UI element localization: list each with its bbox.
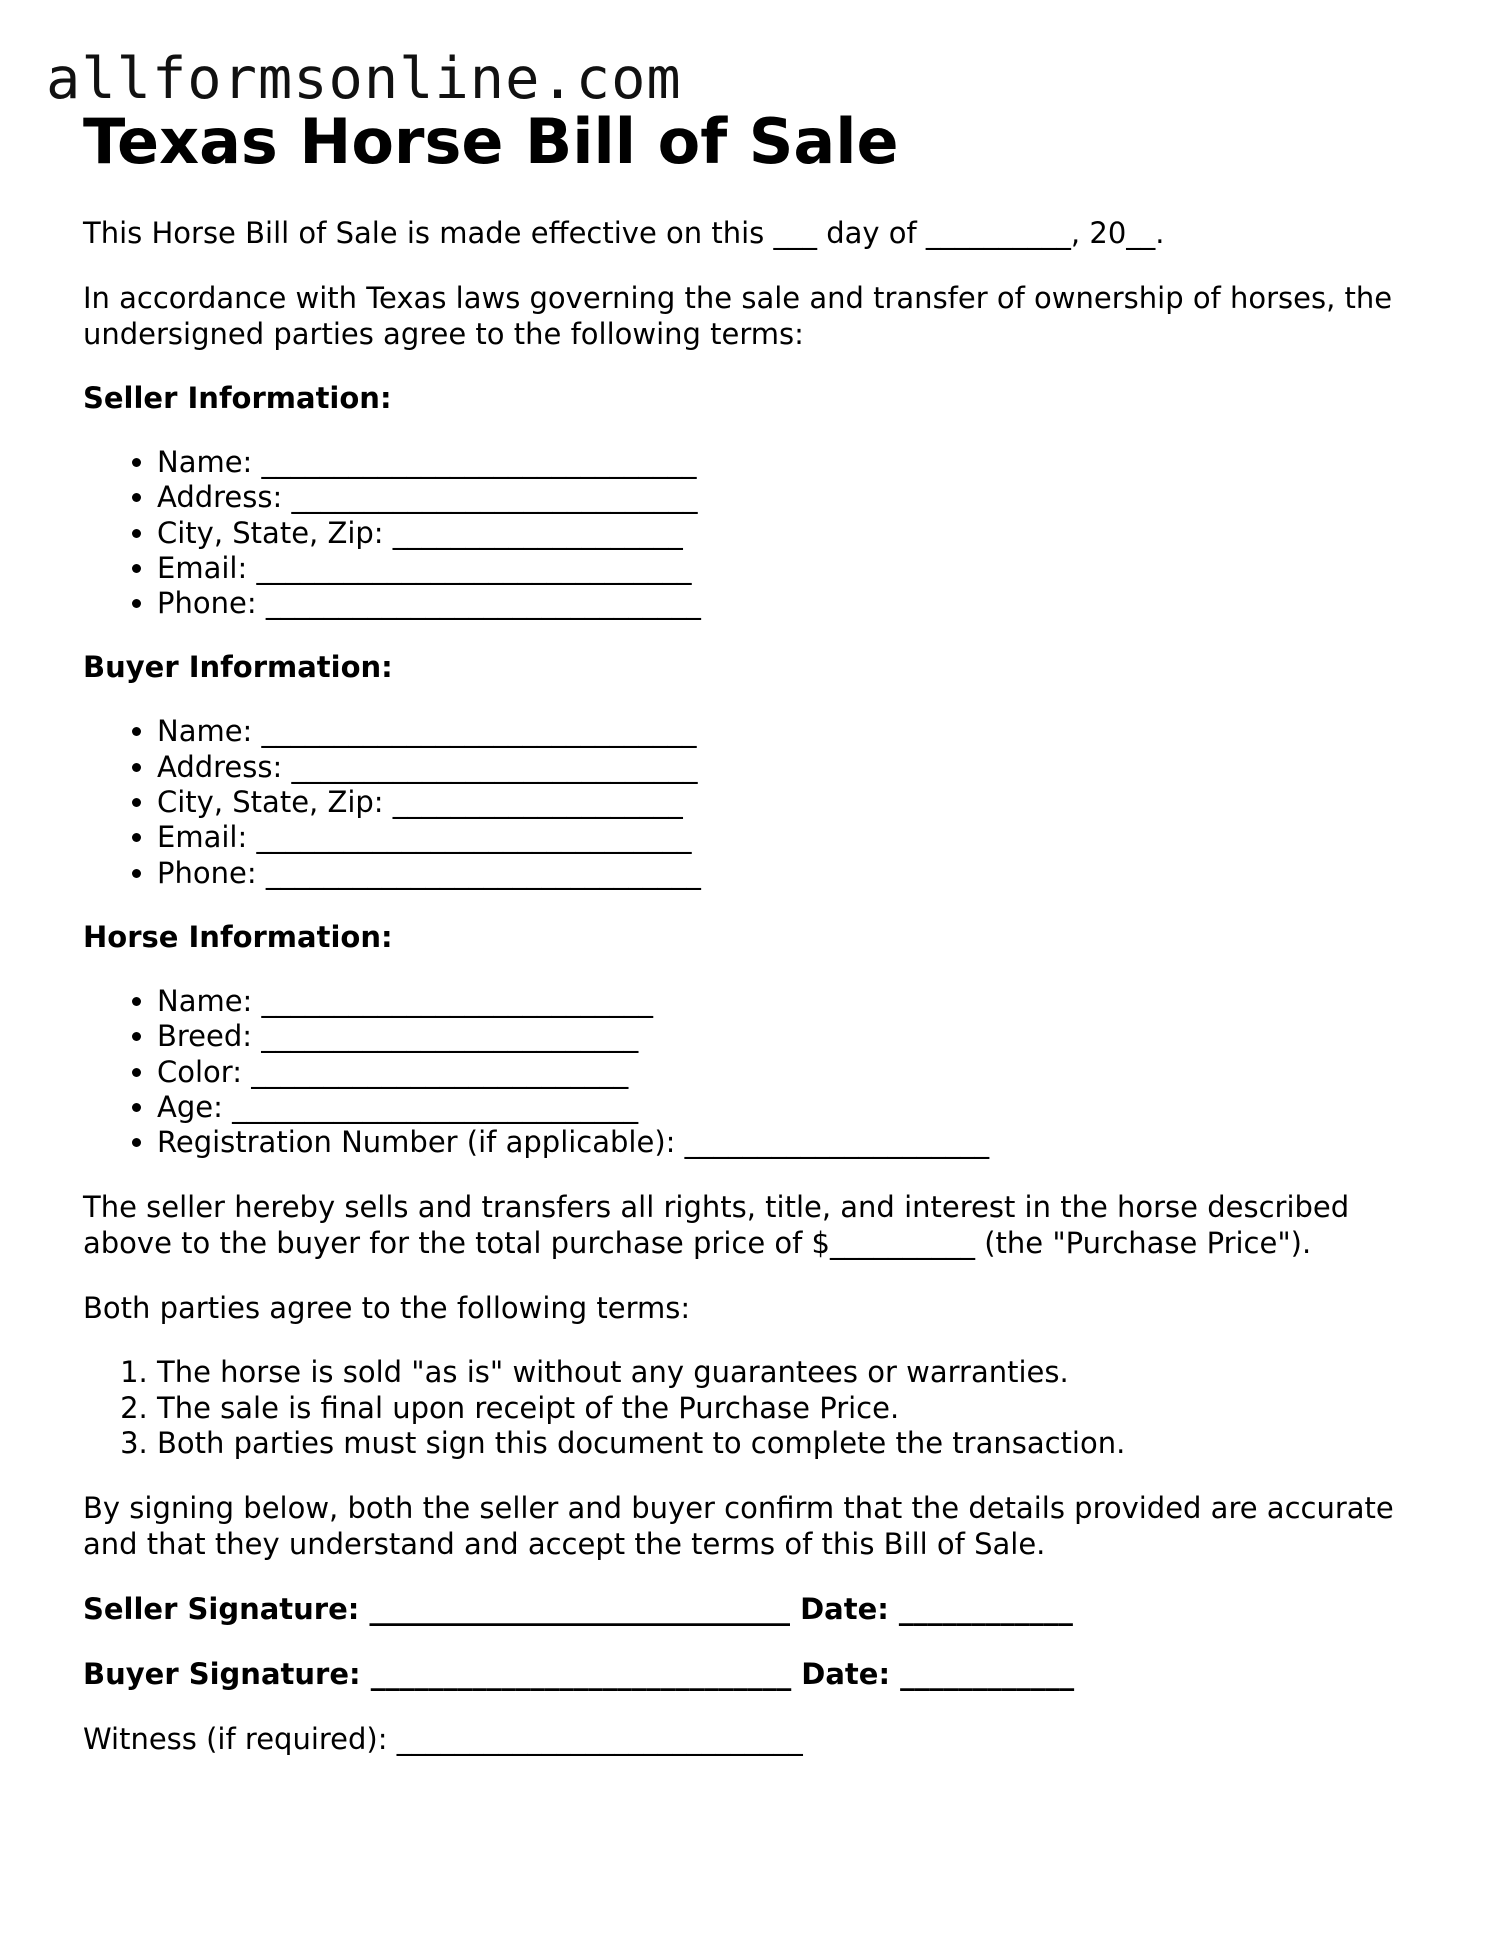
terms-intro: Both parties agree to the following terms: [83,1291,691,1326]
accordance-statement: In accordance with Texas laws governing the sale and transfer of ownership of horses, the undersigned parties agree to the following terms: [83,281,1393,351]
horse-color-field: • Color: __________________________ [157,1055,1443,1090]
seller-signature-line: Seller Signature: _____________________________ Date: ____________ [83,1592,1073,1627]
document [83,104,1443,1757]
horse-age-field: • Age: ____________________________ [157,1090,1443,1125]
seller-phone-field: • Phone: ______________________________ [157,586,1443,621]
horse-name-field: • Name: ___________________________ [157,984,1443,1019]
seller-address-field: • Address: ____________________________ [157,480,1443,515]
seller-name-field: • Name: ______________________________ [157,445,1443,480]
watermark: allformsonline.com [46,46,682,112]
term-item: 1. The horse is sold "as is" without any guarantees or warranties. [157,1355,1443,1390]
buyer-info-list [83,714,1443,890]
seller-city-state-zip-field: • City, State, Zip: ____________________ [157,516,1443,551]
transfer-statement: The seller hereby sells and transfers all rights, title, and interest in the horse described above to the buyer for the total purchase price of $__________ (the "Purchase Price"). [83,1190,1350,1261]
buyer-phone-field: • Phone: ______________________________ [157,856,1443,891]
buyer-signature-line: Buyer Signature: _____________________________ Date: ____________ [83,1657,1075,1692]
buyer-email-field: • Email: ______________________________ [157,820,1443,855]
buyer-address-field: • Address: ____________________________ [157,750,1443,785]
confirmation-statement: By signing below, both the seller and buyer confirm that the details provided are accurate and that they understand and accept the terms of this Bill of Sale. [83,1491,1394,1562]
seller-info-heading: Seller Information: [83,381,392,415]
effective-date-statement: This Horse Bill of Sale is made effective on this ___ day of __________, 20__. [83,216,1165,250]
horse-breed-field: • Breed: __________________________ [157,1019,1443,1054]
term-item: 2. The sale is final upon receipt of the Purchase Price. [157,1391,1443,1426]
buyer-city-state-zip-field: • City, State, Zip: ____________________ [157,785,1443,820]
seller-info-list [83,445,1443,621]
witness-line: Witness (if required): ____________________________ [83,1722,803,1757]
seller-email-field: • Email: ______________________________ [157,551,1443,586]
horse-registration-field: • Registration Number (if applicable): _____________________ [157,1125,1443,1160]
horse-info-heading: Horse Information: [83,919,393,954]
horse-info-list [83,984,1443,1160]
document-title: Texas Horse Bill of Sale [83,105,899,178]
buyer-info-heading: Buyer Information: [83,650,393,685]
terms-list [83,1355,1443,1461]
term-item: 3. Both parties must sign this document to complete the transaction. [157,1426,1443,1461]
buyer-name-field: • Name: ______________________________ [157,714,1443,749]
